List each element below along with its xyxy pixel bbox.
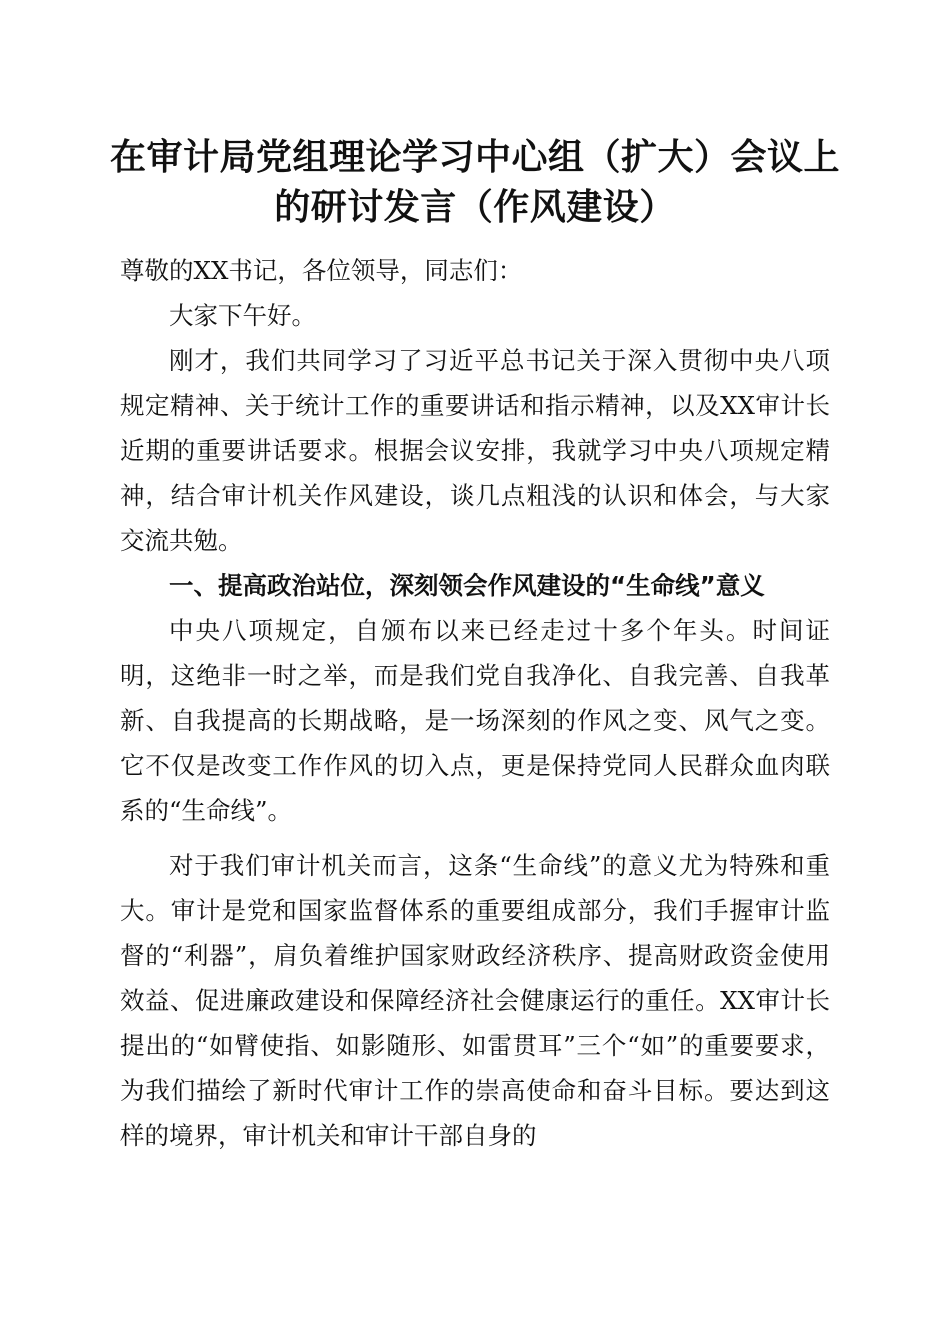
section-paragraph: 对于我们审计机关而言，这条“生命线”的意义尤为特殊和重大。审计是党和国家监督体系的重要组成部分，我们手握审计监督的“利器”，肩负着维护国家财政经济秩序、提高财政资金使用效益、促进廉政建设和保障经济社会健康运行的重任。XX审计长提出的“如臂使指、如影随形、如雷贯耳”三个“如”的重要要求，为我们描绘了新时代审计工作的崇高使命和奋斗目标。要达到这样的境界，审计机关和审计干部自身的 (120, 851, 830, 1150)
section-heading: 一、提高政治站位，深刻领会作风建设的“生命线”意义 (169, 571, 765, 600)
document-body (120, 248, 830, 1158)
document-title (100, 132, 850, 232)
greeting: 尊敬的XX书记，各位领导，同志们： (120, 256, 523, 285)
title-line-1: 在审计局党组理论学习中心组（扩大）会议上 (109, 136, 840, 178)
paragraph-intro: 刚才，我们共同学习了习近平总书记关于深入贯彻中央八项规定精神、关于统计工作的重要讲话和指示精神，以及XX审计长近期的重要讲话要求。根据会议安排，我就学习中央八项规定精神，结合审计机关作风建设，谈几点粗浅的认识和体会，与大家交流共勉。 (120, 346, 830, 555)
paragraph-opening: 大家下午好。 (169, 301, 316, 330)
title-line-2: 的研讨发言（作风建设） (274, 186, 676, 228)
section-paragraph: 中央八项规定，自颁布以来已经走过十多个年头。时间证明，这绝非一时之举，而是我们党自我净化、自我完善、自我革新、自我提高的长期战略，是一场深刻的作风之变、风气之变。它不仅是改变工作作风的切入点，更是保持党同人民群众血肉联系的“生命线”。 (120, 616, 830, 825)
